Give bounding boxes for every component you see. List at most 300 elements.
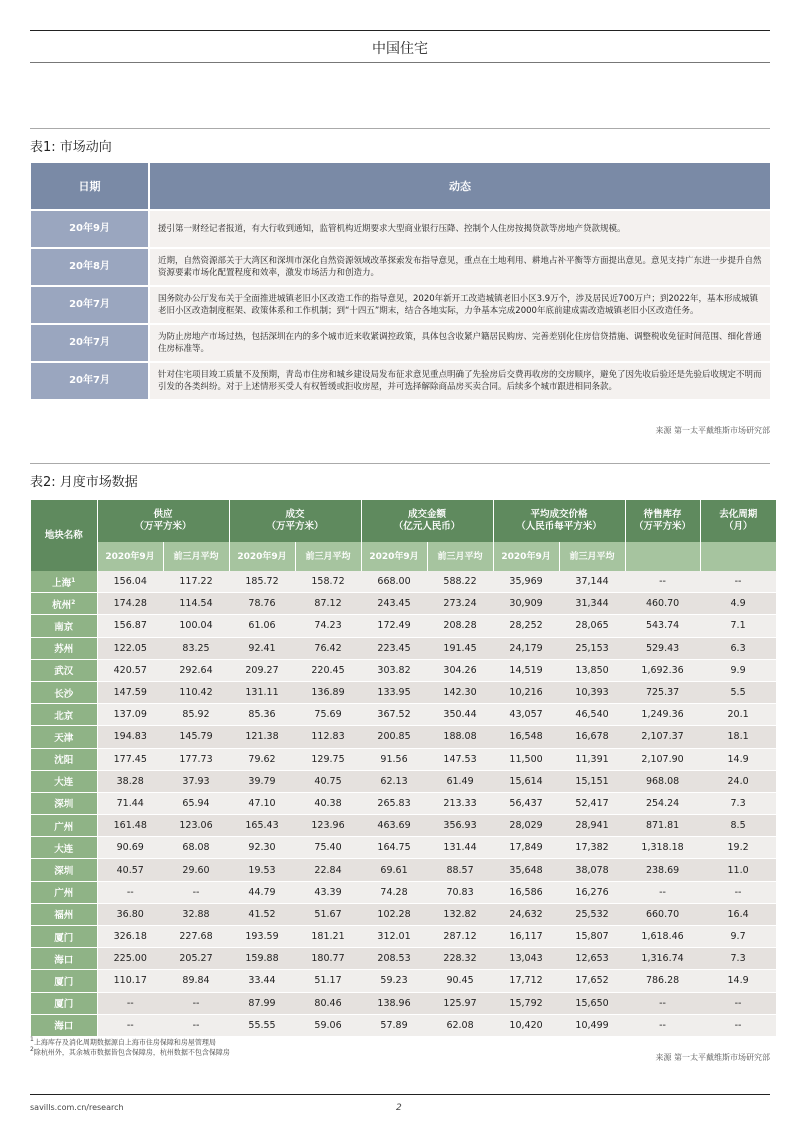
cell-value: 15,151 (559, 770, 625, 792)
cell-value: -- (700, 571, 776, 593)
row-date: 20年9月 (31, 210, 149, 248)
header-cycle: 去化周期 （月） (700, 500, 776, 542)
cell-value: 38.28 (97, 770, 163, 792)
cell-value: 43.39 (295, 881, 361, 903)
footer-rule (30, 1094, 770, 1095)
cell-value: 180.77 (295, 948, 361, 970)
cell-value: 7.3 (700, 792, 776, 814)
cell-value: 76.42 (295, 637, 361, 659)
cell-value: 46,540 (559, 704, 625, 726)
cell-value: 17,712 (493, 970, 559, 992)
cell-value: 28,252 (493, 615, 559, 637)
cell-value: 254.24 (625, 792, 700, 814)
cell-value: 356.93 (427, 815, 493, 837)
table-row (31, 704, 776, 726)
row-city: 杭州$^2$ (31, 593, 97, 615)
cell-value: 92.41 (229, 637, 295, 659)
table-row (31, 748, 776, 770)
sub-stock-empty (625, 542, 700, 571)
row-city: 武汉 (31, 659, 97, 681)
cell-value: 177.45 (97, 748, 163, 770)
sub-amount-avg: 前三月平均 (427, 542, 493, 571)
cell-value: 112.83 (295, 726, 361, 748)
row-city: 北京 (31, 704, 97, 726)
table1-source: 来源 第一太平戴维斯市场研究部 (655, 426, 770, 435)
cell-value: 16,678 (559, 726, 625, 748)
cell-value: 87.12 (295, 593, 361, 615)
row-city: 南京 (31, 615, 97, 637)
sub-amount-cur: 2020年9月 (361, 542, 427, 571)
cell-value: 660.70 (625, 903, 700, 925)
row-city: 沈阳 (31, 748, 97, 770)
cell-value: 74.23 (295, 615, 361, 637)
row-city: 深圳 (31, 859, 97, 881)
cell-value: 69.61 (361, 859, 427, 881)
cell-value: 304.26 (427, 659, 493, 681)
row-date: 20年7月 (31, 362, 149, 399)
cell-value: 70.83 (427, 881, 493, 903)
cell-value: 40.57 (97, 859, 163, 881)
cell-value: 16.4 (700, 903, 776, 925)
cell-value: 158.72 (295, 571, 361, 593)
cell-value: 15,614 (493, 770, 559, 792)
cell-value: 132.82 (427, 903, 493, 925)
cell-value: 15,807 (559, 926, 625, 948)
cell-value: 7.1 (700, 615, 776, 637)
cell-value: -- (625, 992, 700, 1014)
cell-value: 460.70 (625, 593, 700, 615)
table-row (31, 726, 776, 748)
sub-supply-avg: 前三月平均 (163, 542, 229, 571)
table-row (31, 792, 776, 814)
cell-value: 131.11 (229, 681, 295, 703)
cell-value: 11,500 (493, 748, 559, 770)
cell-value: 79.62 (229, 748, 295, 770)
cell-value: 9.7 (700, 926, 776, 948)
cell-value: 287.12 (427, 926, 493, 948)
cell-value: 156.87 (97, 615, 163, 637)
header-city: 地块名称 (31, 500, 97, 571)
cell-value: 142.30 (427, 681, 493, 703)
cell-value: 1,692.36 (625, 659, 700, 681)
cell-value: 16,117 (493, 926, 559, 948)
table-row (31, 362, 770, 399)
table-row (31, 903, 776, 925)
table-row (31, 1014, 776, 1036)
cell-value: 55.55 (229, 1014, 295, 1036)
row-event: 针对住宅项目竣工质量不及预期，青岛市住房和城乡建设局发布征求意见重点明确了先验房后交费再收房的交房顺序，避免了因先收后验还是先验后收规定不明而引发的各类纠纷。对于上述情形买受人有权暂缓或拒收房屋，并可选择解除商品房买卖合同。后续多个城市跟进相同条款。 (149, 362, 770, 399)
cell-value: 38,078 (559, 859, 625, 881)
page-header-title: 中国住宅 (372, 41, 428, 57)
cell-value: 47.10 (229, 792, 295, 814)
cell-value: 208.28 (427, 615, 493, 637)
page-number: 2 (396, 1103, 402, 1113)
sub-trans-cur: 2020年9月 (229, 542, 295, 571)
cell-value: 28,941 (559, 815, 625, 837)
cell-value: 90.45 (427, 970, 493, 992)
header-event: 动态 (149, 163, 770, 210)
cell-value: 228.32 (427, 948, 493, 970)
cell-value: 123.06 (163, 815, 229, 837)
header-rule (30, 62, 770, 63)
cell-value: 56,437 (493, 792, 559, 814)
cell-value: 238.69 (625, 859, 700, 881)
cell-value: -- (625, 881, 700, 903)
table-row (31, 970, 776, 992)
row-event: 援引第一财经记者报道，有大行收到通知，监管机构近期要求大型商业银行压降、控制个人住房按揭贷款等房地产贷款规模。 (149, 210, 770, 248)
cell-value: 1,318.18 (625, 837, 700, 859)
row-city: 厦门 (31, 970, 97, 992)
cell-value: 40.75 (295, 770, 361, 792)
row-city: 广州 (31, 815, 97, 837)
sub-price-cur: 2020年9月 (493, 542, 559, 571)
header-stock: 待售库存 （万平方米） (625, 500, 700, 542)
row-city: 厦门 (31, 926, 97, 948)
cell-value: 85.92 (163, 704, 229, 726)
cell-value: 10,499 (559, 1014, 625, 1036)
cell-value: 326.18 (97, 926, 163, 948)
cell-value: 181.21 (295, 926, 361, 948)
cell-value: 243.45 (361, 593, 427, 615)
cell-value: 57.89 (361, 1014, 427, 1036)
cell-value: 529.43 (625, 637, 700, 659)
cell-value: 13,850 (559, 659, 625, 681)
cell-value: 32.88 (163, 903, 229, 925)
cell-value: 1,249.36 (625, 704, 700, 726)
cell-value: 28,029 (493, 815, 559, 837)
cell-value: 110.17 (97, 970, 163, 992)
cell-value: 463.69 (361, 815, 427, 837)
cell-value: 227.68 (163, 926, 229, 948)
cell-value: 200.85 (361, 726, 427, 748)
cell-value: 968.08 (625, 770, 700, 792)
cell-value: 138.96 (361, 992, 427, 1014)
table-row (31, 770, 776, 792)
cell-value: 68.08 (163, 837, 229, 859)
cell-value: 10,393 (559, 681, 625, 703)
cell-value: 147.59 (97, 681, 163, 703)
cell-value: 7.3 (700, 948, 776, 970)
header-transaction: 成交 （万平方米） (229, 500, 361, 542)
cell-value: 17,652 (559, 970, 625, 992)
cell-value: 193.59 (229, 926, 295, 948)
cell-value: 51.17 (295, 970, 361, 992)
cell-value: 137.09 (97, 704, 163, 726)
row-city: 海口 (31, 948, 97, 970)
cell-value: 87.99 (229, 992, 295, 1014)
cell-value: 292.64 (163, 659, 229, 681)
cell-value: -- (97, 1014, 163, 1036)
header-amount: 成交金额 （亿元人民币） (361, 500, 493, 542)
cell-value: 80.46 (295, 992, 361, 1014)
cell-value: 367.52 (361, 704, 427, 726)
cell-value: 78.76 (229, 593, 295, 615)
cell-value: 65.94 (163, 792, 229, 814)
cell-value: 10,420 (493, 1014, 559, 1036)
cell-value: 213.33 (427, 792, 493, 814)
cell-value: 24,179 (493, 637, 559, 659)
cell-value: 133.95 (361, 681, 427, 703)
cell-value: -- (163, 1014, 229, 1036)
table-row (31, 837, 776, 859)
table2-top-rule (30, 463, 770, 464)
cell-value: 191.45 (427, 637, 493, 659)
cell-value: 25,153 (559, 637, 625, 659)
cell-value: 16,586 (493, 881, 559, 903)
cell-value: 209.27 (229, 659, 295, 681)
cell-value: 10,216 (493, 681, 559, 703)
table-row (31, 881, 776, 903)
table-row (31, 681, 776, 703)
cell-value: 14,519 (493, 659, 559, 681)
cell-value: 62.08 (427, 1014, 493, 1036)
cell-value: -- (700, 1014, 776, 1036)
table-row (31, 571, 776, 593)
cell-value: 174.28 (97, 593, 163, 615)
cell-value: 147.53 (427, 748, 493, 770)
cell-value: 85.36 (229, 704, 295, 726)
table-row (31, 210, 770, 248)
row-city: 大连 (31, 770, 97, 792)
cell-value: -- (163, 881, 229, 903)
cell-value: 59.23 (361, 970, 427, 992)
table-row (31, 948, 776, 970)
sub-trans-avg: 前三月平均 (295, 542, 361, 571)
cell-value: 41.52 (229, 903, 295, 925)
market-trends-table (31, 163, 770, 399)
table1-top-rule (30, 128, 770, 129)
cell-value: 59.06 (295, 1014, 361, 1036)
cell-value: 16,276 (559, 881, 625, 903)
cell-value: 15,792 (493, 992, 559, 1014)
cell-value: 194.83 (97, 726, 163, 748)
table1-title: 表1: 市场动向 (30, 140, 112, 155)
cell-value: 131.44 (427, 837, 493, 859)
table-row (31, 926, 776, 948)
cell-value: 51.67 (295, 903, 361, 925)
row-event: 国务院办公厅发布关于全面推进城镇老旧小区改造工作的指导意见，2020年新开工改造城镇老旧小区3.9万个，涉及居民近700万户；到2022年，基本形成城镇老旧小区改造制度框架、政策体系和工作机制；到“十四五”期末，结合各地实际，力争基本完成2000年底前建成需改造城镇老旧小区改造任务。 (149, 286, 770, 324)
cell-value: 43,057 (493, 704, 559, 726)
row-city: 海口 (31, 1014, 97, 1036)
footer-url: savills.com.cn/research (30, 1103, 124, 1112)
cell-value: 121.38 (229, 726, 295, 748)
cell-value: 19.53 (229, 859, 295, 881)
cell-value: 8.5 (700, 815, 776, 837)
cell-value: -- (625, 571, 700, 593)
row-date: 20年8月 (31, 248, 149, 286)
cell-value: 188.08 (427, 726, 493, 748)
table-row (31, 859, 776, 881)
cell-value: 117.22 (163, 571, 229, 593)
cell-value: 110.42 (163, 681, 229, 703)
table2-source: 来源 第一太平戴维斯市场研究部 (655, 1053, 770, 1062)
cell-value: 223.45 (361, 637, 427, 659)
cell-value: 25,532 (559, 903, 625, 925)
cell-value: 9.9 (700, 659, 776, 681)
row-city: 天津 (31, 726, 97, 748)
cell-value: 90.69 (97, 837, 163, 859)
cell-value: 44.79 (229, 881, 295, 903)
cell-value: 18.1 (700, 726, 776, 748)
cell-value: 33.44 (229, 970, 295, 992)
cell-value: 136.89 (295, 681, 361, 703)
cell-value: 11.0 (700, 859, 776, 881)
cell-value: 129.75 (295, 748, 361, 770)
cell-value: 39.79 (229, 770, 295, 792)
cell-value: 35,648 (493, 859, 559, 881)
sub-supply-cur: 2020年9月 (97, 542, 163, 571)
header-avg-price: 平均成交价格 （人民币每平方米） (493, 500, 625, 542)
cell-value: 71.44 (97, 792, 163, 814)
monthly-market-data-table (31, 500, 776, 1037)
table-row (31, 248, 770, 286)
table-row (31, 324, 770, 362)
footnote-1: $^1$上海库存及消化周期数据源自上海市住房保障和房屋管理局 (30, 1036, 216, 1047)
table-row (31, 637, 776, 659)
header-date: 日期 (31, 163, 149, 210)
table-row (31, 615, 776, 637)
cell-value: 208.53 (361, 948, 427, 970)
cell-value: 303.82 (361, 659, 427, 681)
cell-value: 123.96 (295, 815, 361, 837)
cell-value: 125.97 (427, 992, 493, 1014)
row-city: 福州 (31, 903, 97, 925)
cell-value: 5.5 (700, 681, 776, 703)
cell-value: 29.60 (163, 859, 229, 881)
row-city: 深圳 (31, 792, 97, 814)
cell-value: 30,909 (493, 593, 559, 615)
cell-value: 6.3 (700, 637, 776, 659)
cell-value: 91.56 (361, 748, 427, 770)
cell-value: 102.28 (361, 903, 427, 925)
cell-value: 122.05 (97, 637, 163, 659)
row-city: 苏州 (31, 637, 97, 659)
cell-value: 786.28 (625, 970, 700, 992)
cell-value: 62.13 (361, 770, 427, 792)
cell-value: 4.9 (700, 593, 776, 615)
cell-value: 350.44 (427, 704, 493, 726)
table-row (31, 593, 776, 615)
cell-value: 20.1 (700, 704, 776, 726)
cell-value: 1,618.46 (625, 926, 700, 948)
cell-value: -- (700, 992, 776, 1014)
cell-value: 185.72 (229, 571, 295, 593)
cell-value: 420.57 (97, 659, 163, 681)
cell-value: 35,969 (493, 571, 559, 593)
cell-value: -- (163, 992, 229, 1014)
cell-value: 164.75 (361, 837, 427, 859)
cell-value: 61.06 (229, 615, 295, 637)
cell-value: 114.54 (163, 593, 229, 615)
cell-value: 40.38 (295, 792, 361, 814)
cell-value: 15,650 (559, 992, 625, 1014)
cell-value: 225.00 (97, 948, 163, 970)
sub-cycle-empty (700, 542, 776, 571)
cell-value: 165.43 (229, 815, 295, 837)
cell-value: 75.69 (295, 704, 361, 726)
row-city: 广州 (31, 881, 97, 903)
cell-value: 543.74 (625, 615, 700, 637)
cell-value: 100.04 (163, 615, 229, 637)
row-city: 大连 (31, 837, 97, 859)
cell-value: 52,417 (559, 792, 625, 814)
cell-value: 89.84 (163, 970, 229, 992)
row-date: 20年7月 (31, 286, 149, 324)
cell-value: 19.2 (700, 837, 776, 859)
cell-value: 37,144 (559, 571, 625, 593)
top-rule (30, 30, 770, 31)
cell-value: 22.84 (295, 859, 361, 881)
cell-value: 92.30 (229, 837, 295, 859)
cell-value: 172.49 (361, 615, 427, 637)
cell-value: 28,065 (559, 615, 625, 637)
cell-value: 16,548 (493, 726, 559, 748)
cell-value: 205.27 (163, 948, 229, 970)
cell-value: 31,344 (559, 593, 625, 615)
table-row (31, 659, 776, 681)
row-city: 厦门 (31, 992, 97, 1014)
sub-price-avg: 前三月平均 (559, 542, 625, 571)
cell-value: 871.81 (625, 815, 700, 837)
cell-value: 273.24 (427, 593, 493, 615)
cell-value: 24.0 (700, 770, 776, 792)
cell-value: 159.88 (229, 948, 295, 970)
cell-value: 74.28 (361, 881, 427, 903)
cell-value: 24,632 (493, 903, 559, 925)
row-date: 20年7月 (31, 324, 149, 362)
cell-value: 17,382 (559, 837, 625, 859)
cell-value: 156.04 (97, 571, 163, 593)
cell-value: 11,391 (559, 748, 625, 770)
cell-value: 220.45 (295, 659, 361, 681)
cell-value: 88.57 (427, 859, 493, 881)
cell-value: 36.80 (97, 903, 163, 925)
cell-value: -- (97, 881, 163, 903)
cell-value: 2,107.37 (625, 726, 700, 748)
cell-value: 668.00 (361, 571, 427, 593)
table2-title: 表2: 月度市场数据 (30, 475, 138, 490)
cell-value: 145.79 (163, 726, 229, 748)
cell-value: 14.9 (700, 748, 776, 770)
cell-value: 725.37 (625, 681, 700, 703)
cell-value: 588.22 (427, 571, 493, 593)
cell-value: 161.48 (97, 815, 163, 837)
cell-value: 12,653 (559, 948, 625, 970)
row-city: 长沙 (31, 681, 97, 703)
cell-value: 17,849 (493, 837, 559, 859)
cell-value: 37.93 (163, 770, 229, 792)
cell-value: 14.9 (700, 970, 776, 992)
cell-value: 2,107.90 (625, 748, 700, 770)
cell-value: 312.01 (361, 926, 427, 948)
cell-value: 13,043 (493, 948, 559, 970)
cell-value: 1,316.74 (625, 948, 700, 970)
row-city: 上海$^1$ (31, 571, 97, 593)
row-event: 为防止房地产市场过热，包括深圳在内的多个城市近来收紧调控政策，具体包含收紧户籍居民购房、完善差别化住房信贷措施、调整税收免征时间范围、细化普通住房标准等。 (149, 324, 770, 362)
cell-value: -- (625, 1014, 700, 1036)
cell-value: 61.49 (427, 770, 493, 792)
cell-value: 177.73 (163, 748, 229, 770)
cell-value: -- (97, 992, 163, 1014)
table-row (31, 286, 770, 324)
row-event: 近期，自然资源部关于大湾区和深圳市深化自然资源领域改革探索发布指导意见，重点在土地利用、耕地占补平衡等方面提出意见。意见支持广东进一步提升自然资源要素市场化配置程度和效率，激发市场活力和创造力。 (149, 248, 770, 286)
table-row (31, 992, 776, 1014)
table-row (31, 815, 776, 837)
cell-value: -- (700, 881, 776, 903)
header-supply: 供应 （万平方米） (97, 500, 229, 542)
cell-value: 83.25 (163, 637, 229, 659)
cell-value: 265.83 (361, 792, 427, 814)
